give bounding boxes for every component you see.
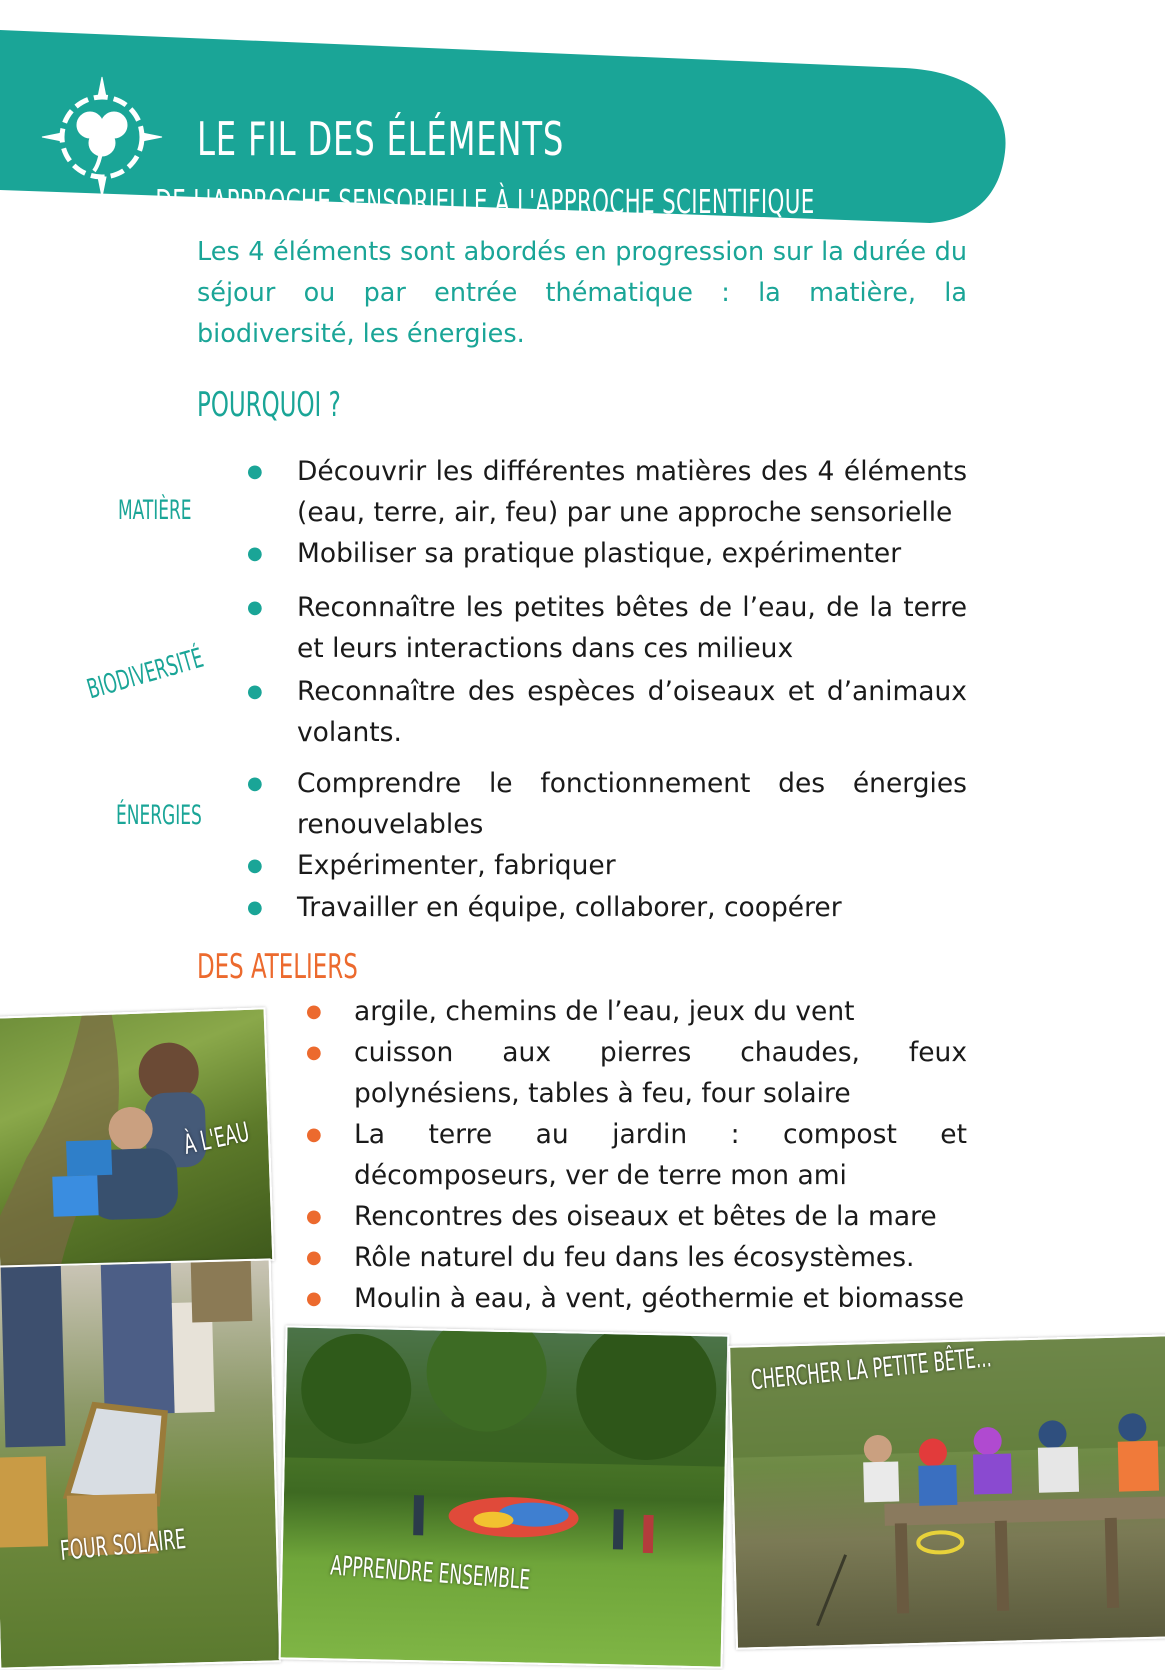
list-item: ● Découvrir les différentes matières des 4 éléments (eau, terre, air, feu) par une approche sensorielle (297, 451, 967, 533)
list-item: ● Moulin à eau, à vent, géothermie et biomasse (354, 1278, 967, 1319)
photo-caption-four: FOUR SOLAIRE (58, 1523, 188, 1567)
list-item: ● Reconnaître des espèces d’oiseaux et d’animaux volants. (297, 671, 967, 753)
list-item: ● Rôle naturel du feu dans les écosystèmes. (354, 1237, 967, 1278)
list-item: ● La terre au jardin : compost et décomposeurs, ver de terre mon ami (354, 1114, 967, 1196)
list-energies (297, 763, 967, 928)
intro-paragraph: Les 4 éléments sont abordés en progression sur la durée du séjour ou par entrée thématique : la matière, la biodiversité, les énergies. (197, 237, 967, 349)
photo-a-leau (0, 1007, 274, 1270)
photo-four-solaire (0, 1258, 281, 1669)
page-title: LE FIL DES ÉLÉMENTS (197, 112, 565, 166)
side-label-energies: ÉNERGIES (116, 800, 202, 831)
list-item: ● argile, chemins de l’eau, jeux du vent (354, 991, 967, 1032)
list-matiere (297, 451, 967, 574)
section-heading-pourquoi: POURQUOI ? (197, 385, 341, 425)
list-item: ● cuisson aux pierres chaudes, feux polynésiens, tables à feu, four solaire (354, 1032, 967, 1114)
list-item: ● Expérimenter, fabriquer (297, 845, 967, 886)
photo-caption-eau: À L'EAU (181, 1116, 253, 1161)
photo-petite-bete (728, 1334, 1165, 1650)
list-item: ● Travailler en équipe, collaborer, coopérer (297, 887, 967, 928)
page-subtitle: DE L'APPROCHE SENSORIELLE À L'APPROCHE SCIENTIFIQUE (155, 182, 815, 221)
list-item: ● Mobiliser sa pratique plastique, expérimenter (297, 533, 967, 574)
list-item: ● Comprendre le fonctionnement des énergies renouvelables (297, 763, 967, 845)
side-label-matiere: MATIÈRE (118, 495, 192, 526)
photo-apprendre-ensemble (279, 1325, 730, 1668)
clover-compass-icon (40, 75, 165, 200)
list-item: ● Rencontres des oiseaux et bêtes de la mare (354, 1196, 967, 1237)
list-biodiversite (297, 587, 967, 753)
list-item: ● Reconnaître les petites bêtes de l’eau, de la terre et leurs interactions dans ces milieux (297, 587, 967, 669)
list-ateliers (354, 991, 967, 1319)
section-heading-ateliers: DES ATELIERS (197, 947, 358, 987)
side-label-biodiversite: BIODIVERSITÉ (83, 642, 207, 706)
photo-caption-ensemble: APPRENDRE ENSEMBLE (329, 1550, 532, 1596)
header-banner (0, 30, 1010, 225)
photo-caption-bete: CHERCHER LA PETITE BÊTE... (749, 1342, 993, 1397)
